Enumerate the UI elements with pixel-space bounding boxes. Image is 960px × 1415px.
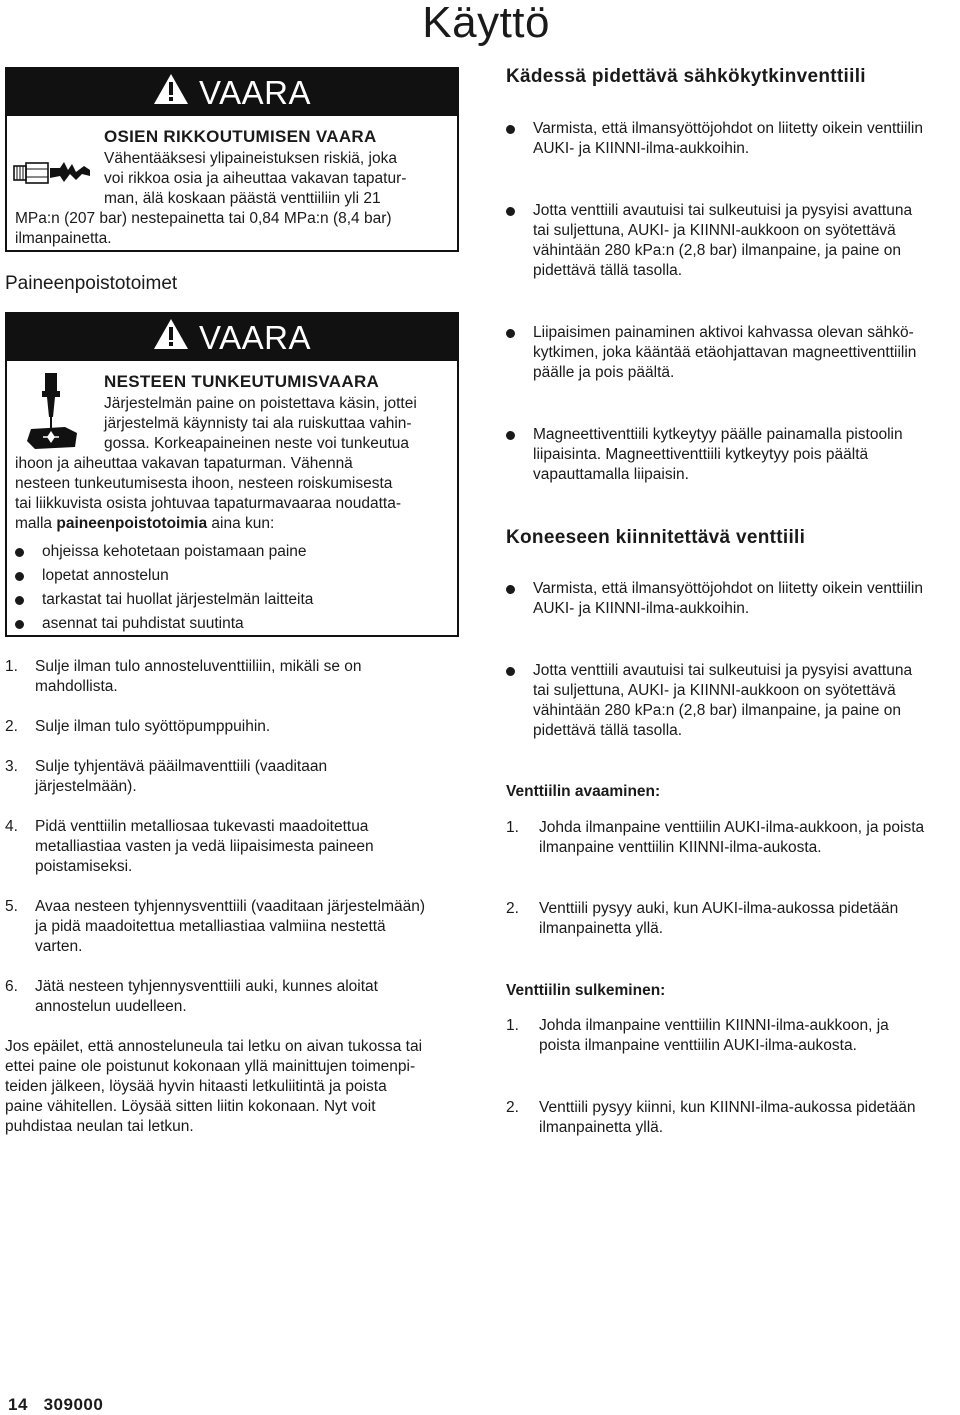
warning-line: ilmanpainetta.: [15, 230, 112, 247]
closing-step: [506, 1098, 960, 1138]
bullet-text: lopetat annostelun: [42, 567, 169, 584]
bullet-text: vähintään 280 kPa:n (2,8 bar) ilmanpaine, ja paine on: [533, 242, 901, 259]
bullet-icon: [506, 667, 515, 676]
step-text: Sulje tyhjentävä pääilmaventtiili (vaaditaan: [35, 758, 328, 775]
bullet-icon: [506, 207, 515, 216]
warning-line: gossa. Korkeapaineinen neste voi tunkeutua: [104, 435, 410, 452]
step-text: Sulje ilman tulo annosteluventtiiliin, mikäli se on: [35, 658, 362, 675]
bullet-text: AUKI- ja KIINNI-ilma-aukkoihin.: [533, 600, 750, 617]
step-text: järjestelmään).: [35, 778, 137, 795]
warning-header-label: VAARA: [199, 73, 311, 111]
step-text: poistamiseksi.: [35, 858, 133, 875]
warning-line: [15, 514, 274, 534]
bullet-text: liipaisinta. Magneettiventtiili kytkeytyy pois päältä: [533, 446, 869, 463]
pressure-relief-step: [5, 657, 460, 697]
subheading-closing: Venttiilin sulkeminen:: [506, 982, 666, 999]
warning-line: Järjestelmän paine on poistettava käsin, jottei: [104, 395, 417, 412]
bullet-icon: [15, 596, 24, 605]
warning-line-text: malla: [15, 515, 57, 532]
component-rupture-icon: [12, 156, 92, 190]
step-text: Pidä venttiilin metalliosaa tukevasti maadoitettua: [35, 818, 369, 835]
warning-line: MPa:n (207 bar) nestepainetta tai 0,84 MPa:n (8,4 bar): [15, 210, 392, 227]
bullet-text: Jotta venttiili avautuisi tai sulkeutuisi ja pysyisi avattuna: [533, 662, 913, 679]
warning-header-label: VAARA: [199, 318, 311, 356]
opening-step: [506, 899, 960, 939]
step-number: 1.: [506, 1017, 519, 1034]
step-number: 1.: [506, 819, 519, 836]
pressure-relief-step: [5, 977, 460, 1017]
page-footer: [8, 1395, 103, 1415]
subheading-opening: Venttiilin avaaminen:: [506, 783, 661, 800]
warning-line: voi rikkoa osia ja aiheuttaa vakavan tapatur-: [104, 170, 407, 187]
pressure-relief-step: [5, 817, 460, 877]
bullet-text: tarkastat tai huollat järjestelmän laitteita: [42, 591, 314, 608]
pressure-relief-step: [5, 897, 460, 957]
warning-header: [7, 69, 457, 116]
step-number: 1.: [5, 658, 18, 675]
bullet-text: Magneettiventtiili kytkeytyy päälle painamalla pistoolin: [533, 426, 903, 443]
section-heading-pressure-relief: Paineenpoistotoimet: [5, 273, 178, 294]
step-number: 2.: [5, 718, 18, 735]
step-number: 2.: [506, 1099, 519, 1116]
step-text: ilmanpainetta yllä.: [539, 920, 664, 937]
bullet-text: ohjeissa kehotetaan poistamaan paine: [42, 543, 307, 560]
bullet-icon: [506, 431, 515, 440]
bullet-text: tai suljettuna, AUKI- ja KIINNI-aukkoon on syötettävä: [533, 222, 896, 239]
paragraph-line: Jos epäilet, että annosteluneula tai letku on aivan tukossa tai: [5, 1038, 423, 1055]
step-text: metalliastiaa vasten ja vedä liipaisimesta paineen: [35, 838, 374, 855]
warning-line: järjestelmä käynnisty tai ala ruiskuttaa vahin-: [104, 415, 412, 432]
closing-paragraph: [5, 1037, 463, 1137]
bullet-text: pidettävä tällä tasolla.: [533, 722, 683, 739]
warning-box-rupture: [5, 67, 459, 252]
paragraph-line: puhdistaa neulan tai letkun.: [5, 1118, 194, 1135]
step-text: Johda ilmanpaine venttiilin AUKI-ilma-aukkoon, ja poista: [539, 819, 925, 836]
step-text: Avaa nesteen tyhjennysventtiili (vaaditaan järjestelmään): [35, 898, 426, 915]
step-number: 3.: [5, 758, 18, 775]
bullet-text: kytkimen, joka kääntää etäohjattavan magneettiventtiilin: [533, 344, 917, 361]
warning-line: ihoon ja aiheuttaa vakavan tapaturman. Vähennä: [15, 455, 353, 472]
page-title: Käyttö: [422, 0, 550, 47]
step-number: 2.: [506, 900, 519, 917]
section-heading-machine-valve: Koneeseen kiinnitettävä venttiili: [506, 527, 806, 548]
bullet-text: asennat tai puhdistat suutinta: [42, 615, 244, 632]
pressure-relief-step: [5, 757, 460, 797]
bullet-text: päälle ja pois päältä.: [533, 364, 675, 381]
warning-line-bold: paineenpoistotoimia: [56, 515, 208, 532]
paragraph-line: teiden jälkeen, löysää hyvin hitaasti letkuliitintä ja poista: [5, 1078, 387, 1095]
warning-header: [7, 314, 457, 361]
bullet-text: Liipaisimen painaminen aktivoi kahvassa olevan sähkö-: [533, 324, 914, 341]
bullet-text: Jotta venttiili avautuisi tai sulkeutuisi ja pysyisi avattuna: [533, 202, 913, 219]
page-number: 14: [8, 1395, 28, 1414]
warning-line: tai liikkuvista osista johtuvaa tapaturmavaaraa noudatta-: [15, 495, 401, 512]
warning-line: man, älä koskaan päästä venttiiliin yli 21: [104, 190, 381, 207]
step-text: poista ilmanpaine venttiilin AUKI-ilma-aukosta.: [539, 1037, 857, 1054]
section-heading-handheld-valve: Kädessä pidettävä sähkökytkinventtiili: [506, 66, 866, 87]
warning-box-injection: [5, 312, 459, 637]
warning-triangle-icon: [153, 318, 189, 358]
document-number: 309000: [43, 1395, 104, 1414]
bullet-text: Varmista, että ilmansyöttöjohdot on liitetty oikein venttiilin: [533, 120, 923, 137]
step-number: 5.: [5, 898, 18, 915]
step-text: annostelun uudelleen.: [35, 998, 187, 1015]
bullet-icon: [506, 585, 515, 594]
warning-title: NESTEEN TUNKEUTUMISVAARA: [104, 372, 380, 391]
step-text: ilmanpaine venttiilin KIINNI-ilma-aukosta.: [539, 839, 822, 856]
bullet-icon: [506, 125, 515, 134]
step-text: ja pidä maadoitettua metalliastiaa valmiina nestettä: [35, 918, 386, 935]
warning-line-text: aina kun:: [207, 515, 275, 532]
bullet-icon: [15, 548, 24, 557]
bullet-icon: [15, 572, 24, 581]
step-text: ilmanpainetta yllä.: [539, 1119, 664, 1136]
step-text: Venttiili pysyy kiinni, kun KIINNI-ilma-aukossa pidetään: [539, 1099, 916, 1116]
warning-triangle-icon: [153, 73, 189, 113]
step-number: 6.: [5, 978, 18, 995]
bullet-text: vähintään 280 kPa:n (2,8 bar) ilmanpaine, ja paine on: [533, 702, 901, 719]
bullet-text: tai suljettuna, AUKI- ja KIINNI-aukkoon on syötettävä: [533, 682, 896, 699]
bullet-text: pidettävä tällä tasolla.: [533, 262, 683, 279]
opening-step: [506, 818, 960, 858]
step-text: Johda ilmanpaine venttiilin KIINNI-ilma-aukkoon, ja: [539, 1017, 889, 1034]
fluid-injection-icon: [25, 371, 85, 451]
bullet-text: AUKI- ja KIINNI-ilma-aukkoihin.: [533, 140, 750, 157]
warning-title: OSIEN RIKKOUTUMISEN VAARA: [104, 127, 377, 146]
step-text: Venttiili pysyy auki, kun AUKI-ilma-aukossa pidetään: [539, 900, 899, 917]
step-number: 4.: [5, 818, 18, 835]
warning-line: nesteen tunkeutumisesta ihoon, nesteen roiskumisesta: [15, 475, 393, 492]
pressure-relief-step: [5, 717, 460, 737]
bullet-icon: [506, 329, 515, 338]
closing-step: [506, 1016, 960, 1056]
bullet-text: vapauttamalla liipaisin.: [533, 466, 689, 483]
paragraph-line: ettei paine ole poistunut kokonaan yllä mainittujen toimenpi-: [5, 1058, 416, 1075]
step-text: Sulje ilman tulo syöttöpumppuihin.: [35, 718, 271, 735]
warning-line: Vähentääksesi ylipaineistuksen riskiä, joka: [104, 150, 397, 167]
step-text: Jätä nesteen tyhjennysventtiili auki, kunnes aloitat: [35, 978, 378, 995]
paragraph-line: paine vähitellen. Löysää sitten liitin kokonaan. Nyt voit: [5, 1098, 376, 1115]
step-text: mahdollista.: [35, 678, 118, 695]
step-text: varten.: [35, 938, 83, 955]
bullet-icon: [15, 620, 24, 629]
bullet-text: Varmista, että ilmansyöttöjohdot on liitetty oikein venttiilin: [533, 580, 923, 597]
